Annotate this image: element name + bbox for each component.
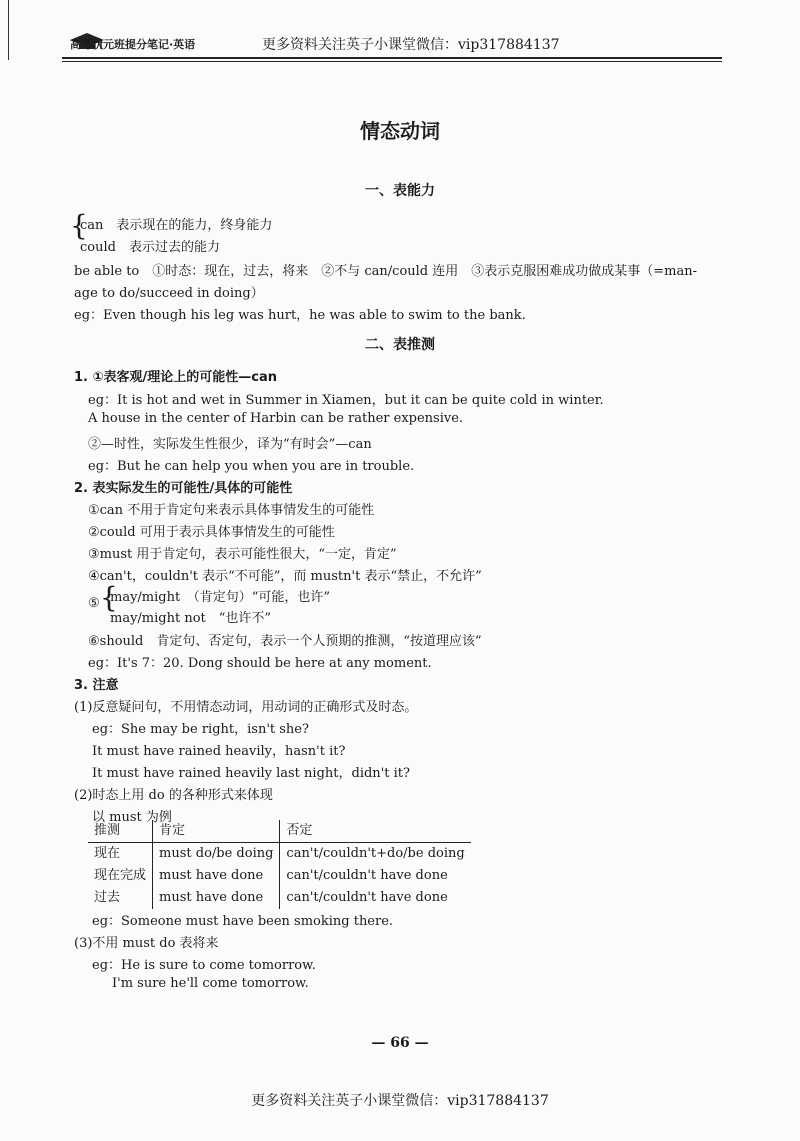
point-2-item-3: ③must 用于肯定句，表示可能性很大，“一定，肯定” xyxy=(88,547,397,562)
header-rule-thin xyxy=(62,61,722,62)
page-edge-line xyxy=(8,0,9,60)
point-2-item-6: ⑥should 肯定句、否定句，表示一个人预期的推测，“按道理应该” xyxy=(88,634,482,649)
note-3: (3)不用 must do 表将来 xyxy=(74,936,219,951)
note-3-example-2: I'm sure he'll come tomorrow. xyxy=(112,976,309,991)
could-line: could 表示过去的能力 xyxy=(80,240,220,255)
table-cell: 现在 xyxy=(88,843,153,866)
note-1-example-1: eg：She may be right，isn't she? xyxy=(92,722,309,737)
header-rule xyxy=(62,57,722,59)
point-2-example: eg：It's 7：20. Dong should be here at any moment. xyxy=(88,656,432,671)
point-2-item-4: ④can't，couldn't 表示“不可能”，而 mustn't 表示“禁止，不允许” xyxy=(88,569,482,584)
brace-icon-2: { xyxy=(100,581,118,614)
point-1-title: 1. ①表客观/理论上的可能性—can xyxy=(74,370,277,385)
be-able-line-cont: age to do/succeed in doing） xyxy=(74,286,264,301)
page-number: — 66 — xyxy=(371,1035,429,1051)
point-2-item-5-marker: ⑤ xyxy=(88,596,100,611)
table-cell: must have done xyxy=(153,887,280,909)
section-heading-ability: 一、表能力 xyxy=(365,183,435,199)
note-2-sub: 以 must 为例 xyxy=(92,810,172,825)
table-header: 否定 xyxy=(280,820,471,843)
table-row xyxy=(88,887,471,909)
table-cell: can't/couldn't have done xyxy=(286,890,448,905)
be-able-line: be able to ①时态：现在，过去，将来 ②不与 can/could 连用 ③表示克服困难成功做成某事（=man- xyxy=(74,264,697,279)
note-2: (2)时态上用 do 的各种形式来体现 xyxy=(74,788,273,803)
table-cell: can't/couldn't+do/be doing xyxy=(286,846,465,861)
table-cell: can't/couldn't have done xyxy=(286,868,448,883)
table-row xyxy=(88,843,471,866)
note-1-example-3: It must have rained heavily last night，didn't it? xyxy=(92,766,410,781)
point-2-item-2: ②could 可用于表示具体事情发生的可能性 xyxy=(88,525,335,540)
modal-tense-table xyxy=(88,820,471,909)
example-able: eg：Even though his leg was hurt，he was able to swim to the bank. xyxy=(74,308,526,323)
point-1-example-1: eg：It is hot and wet in Summer in Xiamen，but it can be quite cold in winter. xyxy=(88,393,604,408)
table-header-row xyxy=(88,820,471,843)
note-3-example-1: eg：He is sure to come tomorrow. xyxy=(92,958,316,973)
note-1-example-2: It must have rained heavily，hasn't it? xyxy=(92,744,346,759)
point-2-item-1: ①can 不用于肯定句来表示具体事情发生的可能性 xyxy=(88,503,375,518)
header-watermark: 更多资料关注英子小课堂微信：vip317884137 xyxy=(262,37,560,53)
footer-watermark: 更多资料关注英子小课堂微信：vip317884137 xyxy=(251,1093,549,1109)
point-1-sub-2: ②—时性，实际发生性很少，译为“有时会”—can xyxy=(88,437,372,452)
table-cell: 现在完成 xyxy=(88,865,153,887)
point-3-title: 3. 注意 xyxy=(74,678,119,693)
section-heading-inference: 二、表推测 xyxy=(365,337,435,353)
table-cell: must have done xyxy=(153,865,280,887)
can-line: can 表示现在的能力，终身能力 xyxy=(80,218,273,233)
point-1-example-3: eg：But he can help you when you are in trouble. xyxy=(88,459,415,474)
point-2-item-5a: may/might （肯定句）“可能，也许” xyxy=(110,590,330,605)
table-header: 肯定 xyxy=(153,820,280,843)
note-1: (1)反意疑问句，不用情态动词，用动词的正确形式及时态。 xyxy=(74,700,418,715)
table-cell: 过去 xyxy=(88,887,153,909)
table-header: 推测 xyxy=(88,820,153,843)
point-2-item-5b: may/might not “也许不” xyxy=(110,611,272,626)
table-row xyxy=(88,865,471,887)
note-2-example: eg：Someone must have been smoking there. xyxy=(92,914,394,929)
point-2-title: 2. 表实际发生的可能性/具体的可能性 xyxy=(74,481,293,496)
brace-icon: { xyxy=(70,209,88,242)
table-cell: must do/be doing xyxy=(153,843,280,866)
page-title: 情态动词 xyxy=(360,119,440,143)
header-brand: 高考状元班提分笔记·英语 xyxy=(70,38,196,51)
point-1-example-2: A house in the center of Harbin can be rather expensive. xyxy=(88,411,464,426)
